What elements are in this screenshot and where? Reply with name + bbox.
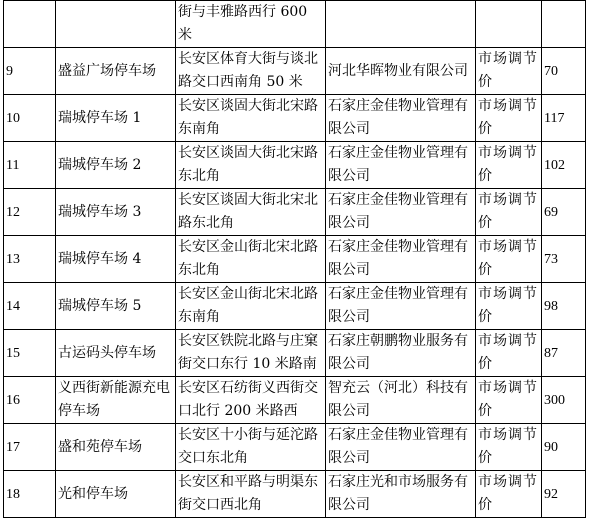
cell-company: 石家庄金佳物业管理有限公司 xyxy=(326,424,476,471)
cell-company: 石家庄金佳物业管理有限公司 xyxy=(326,236,476,283)
cell-no: 12 xyxy=(4,189,56,236)
cell-no: 18 xyxy=(4,471,56,518)
cell-spaces: 98 xyxy=(542,283,586,330)
cell-spaces: 87 xyxy=(542,330,586,377)
cell-company: 石家庄光和市场服务有限公司 xyxy=(326,471,476,518)
table-row xyxy=(4,330,586,377)
table-row xyxy=(4,48,586,95)
cell-no: 16 xyxy=(4,377,56,424)
cell-pricing: 市场调节价 xyxy=(476,283,542,330)
cell-company: 石家庄金佳物业管理有限公司 xyxy=(326,142,476,189)
table-row xyxy=(4,1,586,48)
table-row xyxy=(4,283,586,330)
cell-location: 长安区十小街与延沱路交口东北角 xyxy=(176,424,326,471)
cell-pricing: 市场调节价 xyxy=(476,377,542,424)
cell-name xyxy=(56,1,176,48)
cell-pricing: 市场调节价 xyxy=(476,95,542,142)
cell-no: 17 xyxy=(4,424,56,471)
cell-pricing: 市场调节价 xyxy=(476,48,542,95)
cell-name: 盛和苑停车场 xyxy=(56,424,176,471)
table-row xyxy=(4,236,586,283)
cell-no xyxy=(4,1,56,48)
table-row xyxy=(4,189,586,236)
cell-no: 15 xyxy=(4,330,56,377)
cell-no: 9 xyxy=(4,48,56,95)
cell-spaces: 90 xyxy=(542,424,586,471)
cell-no: 14 xyxy=(4,283,56,330)
cell-name: 瑞城停车场 3 xyxy=(56,189,176,236)
cell-spaces: 102 xyxy=(542,142,586,189)
cell-pricing: 市场调节价 xyxy=(476,330,542,377)
cell-pricing: 市场调节价 xyxy=(476,189,542,236)
cell-pricing: 市场调节价 xyxy=(476,142,542,189)
table-row xyxy=(4,377,586,424)
cell-company: 石家庄朝鹏物业服务有限公司 xyxy=(326,330,476,377)
cell-name: 瑞城停车场 4 xyxy=(56,236,176,283)
cell-location: 长安区谈固大街北宋北路东北角 xyxy=(176,189,326,236)
cell-name: 义西街新能源充电停车场 xyxy=(56,377,176,424)
cell-no: 13 xyxy=(4,236,56,283)
cell-name: 盛益广场停车场 xyxy=(56,48,176,95)
cell-location: 长安区体育大街与谈北路交口西南角 50 米 xyxy=(176,48,326,95)
table-row xyxy=(4,142,586,189)
cell-location: 长安区和平路与明渠东街交口西北角 xyxy=(176,471,326,518)
cell-pricing: 市场调节价 xyxy=(476,424,542,471)
cell-pricing: 市场调节价 xyxy=(476,236,542,283)
table-row xyxy=(4,424,586,471)
cell-company: 石家庄金佳物业管理有限公司 xyxy=(326,283,476,330)
table-row xyxy=(4,471,586,518)
cell-spaces: 92 xyxy=(542,471,586,518)
cell-location: 长安区金山街北宋北路东南角 xyxy=(176,283,326,330)
cell-name: 光和停车场 xyxy=(56,471,176,518)
cell-name: 瑞城停车场 2 xyxy=(56,142,176,189)
cell-spaces xyxy=(542,1,586,48)
cell-spaces: 70 xyxy=(542,48,586,95)
cell-location: 长安区谈固大街北宋路东南角 xyxy=(176,95,326,142)
cell-company xyxy=(326,1,476,48)
cell-company: 石家庄金佳物业管理有限公司 xyxy=(326,189,476,236)
parking-lot-table xyxy=(3,0,586,518)
cell-pricing xyxy=(476,1,542,48)
cell-spaces: 300 xyxy=(542,377,586,424)
cell-name: 古运码头停车场 xyxy=(56,330,176,377)
cell-location: 长安区铁院北路与庄窠街交口东行 10 米路南 xyxy=(176,330,326,377)
cell-no: 10 xyxy=(4,95,56,142)
cell-company: 智充云（河北）科技有限公司 xyxy=(326,377,476,424)
cell-spaces: 117 xyxy=(542,95,586,142)
cell-location: 长安区石纺街义西街交口北行 200 米路西 xyxy=(176,377,326,424)
cell-pricing: 市场调节价 xyxy=(476,471,542,518)
cell-company: 河北华晖物业有限公司 xyxy=(326,48,476,95)
cell-location: 长安区金山街北宋北路东北角 xyxy=(176,236,326,283)
cell-spaces: 73 xyxy=(542,236,586,283)
cell-no: 11 xyxy=(4,142,56,189)
cell-company: 石家庄金佳物业管理有限公司 xyxy=(326,95,476,142)
cell-name: 瑞城停车场 5 xyxy=(56,283,176,330)
cell-location: 街与丰雅路西行 600 米 xyxy=(176,1,326,48)
table-row xyxy=(4,95,586,142)
table-body xyxy=(4,1,586,518)
cell-location: 长安区谈固大街北宋路东北角 xyxy=(176,142,326,189)
cell-spaces: 69 xyxy=(542,189,586,236)
cell-name: 瑞城停车场 1 xyxy=(56,95,176,142)
